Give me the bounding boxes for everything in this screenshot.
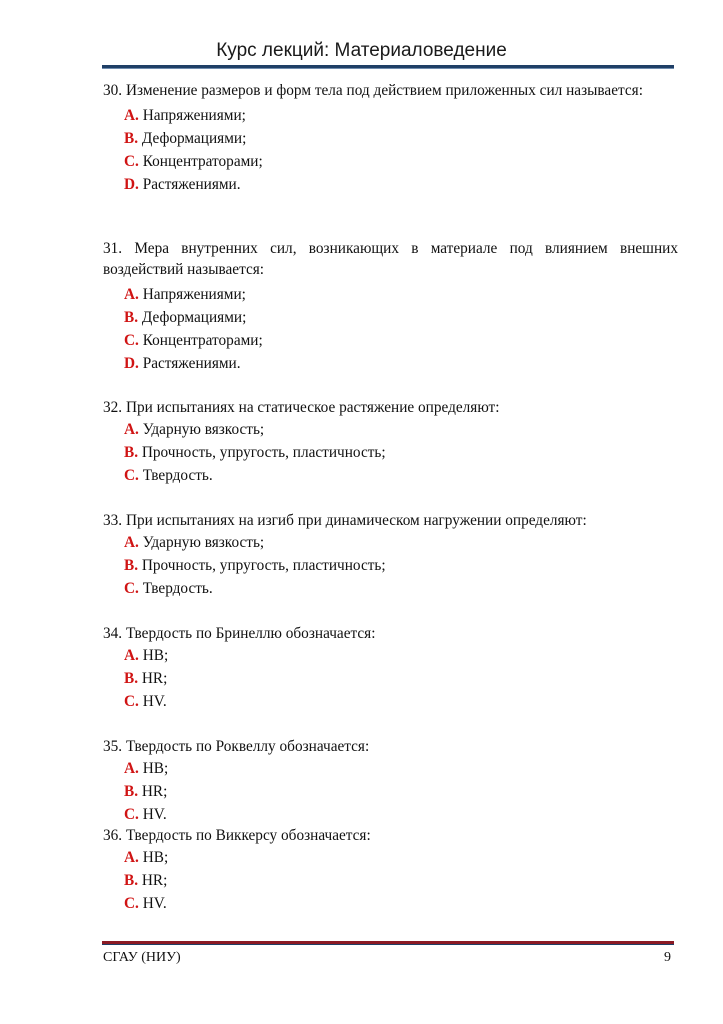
option-b: B. HR; — [124, 872, 168, 889]
question-stem: 31. Мера внутренних сил, возникающих в материале под влиянием внешних воздействий называется: — [103, 240, 678, 278]
option-list — [103, 757, 678, 826]
option-b: B. HR; — [124, 783, 168, 800]
footer-rule-thin — [102, 944, 674, 945]
page-number: 9 — [664, 950, 671, 965]
question-stem: 32. При испытаниях на статическое растяжение определяют: — [103, 399, 500, 416]
option-d: D. Растяжениями. — [124, 355, 241, 372]
option-c: C. Концентраторами; — [124, 332, 263, 349]
option-a: A. HB; — [124, 849, 169, 866]
option-a: A. HB; — [124, 647, 169, 664]
option-a: A. Напряжениями; — [124, 107, 246, 124]
page-header-title: Курс лекций: Материаловедение — [216, 40, 507, 61]
question-31 — [103, 238, 678, 375]
option-list — [103, 531, 678, 600]
option-list — [103, 846, 678, 915]
option-b: B. Прочность, упругость, пластичность; — [124, 444, 386, 461]
option-b: B. Деформациями; — [124, 309, 247, 326]
option-c: C. HV. — [124, 806, 167, 823]
option-list — [103, 644, 678, 713]
question-stem: 30. Изменение размеров и форм тела под действием приложенных сил называется: — [103, 82, 643, 99]
option-d: D. Растяжениями. — [124, 176, 241, 193]
option-c: C. Твердость. — [124, 467, 213, 484]
option-list — [103, 418, 678, 487]
option-c: C. Твердость. — [124, 580, 213, 597]
option-c: C. Концентраторами; — [124, 153, 263, 170]
question-34 — [103, 623, 678, 713]
question-35 — [103, 736, 678, 826]
question-stem: 35. Твердость по Роквеллу обозначается: — [103, 738, 370, 755]
header-rule-thin — [102, 68, 674, 69]
question-36 — [103, 825, 678, 915]
question-32 — [103, 397, 678, 487]
option-list — [103, 283, 678, 375]
option-b: B. HR; — [124, 670, 168, 687]
option-a: A. Ударную вязкость; — [124, 534, 265, 551]
option-a: A. Ударную вязкость; — [124, 421, 265, 438]
question-stem: 36. Твердость по Виккерсу обозначается: — [103, 827, 371, 844]
option-list — [103, 104, 678, 196]
option-a: A. Напряжениями; — [124, 286, 246, 303]
option-b: B. Деформациями; — [124, 130, 247, 147]
option-c: C. HV. — [124, 693, 167, 710]
question-stem: 34. Твердость по Бринеллю обозначается: — [103, 625, 376, 642]
option-b: B. Прочность, упругость, пластичность; — [124, 557, 386, 574]
question-30 — [103, 80, 678, 196]
question-33 — [103, 510, 678, 600]
footer-institution: СГАУ (НИУ) — [103, 950, 181, 965]
question-stem: 33. При испытаниях на изгиб при динамическом нагружении определяют: — [103, 512, 587, 529]
option-a: A. HB; — [124, 760, 169, 777]
option-c: C. HV. — [124, 895, 167, 912]
